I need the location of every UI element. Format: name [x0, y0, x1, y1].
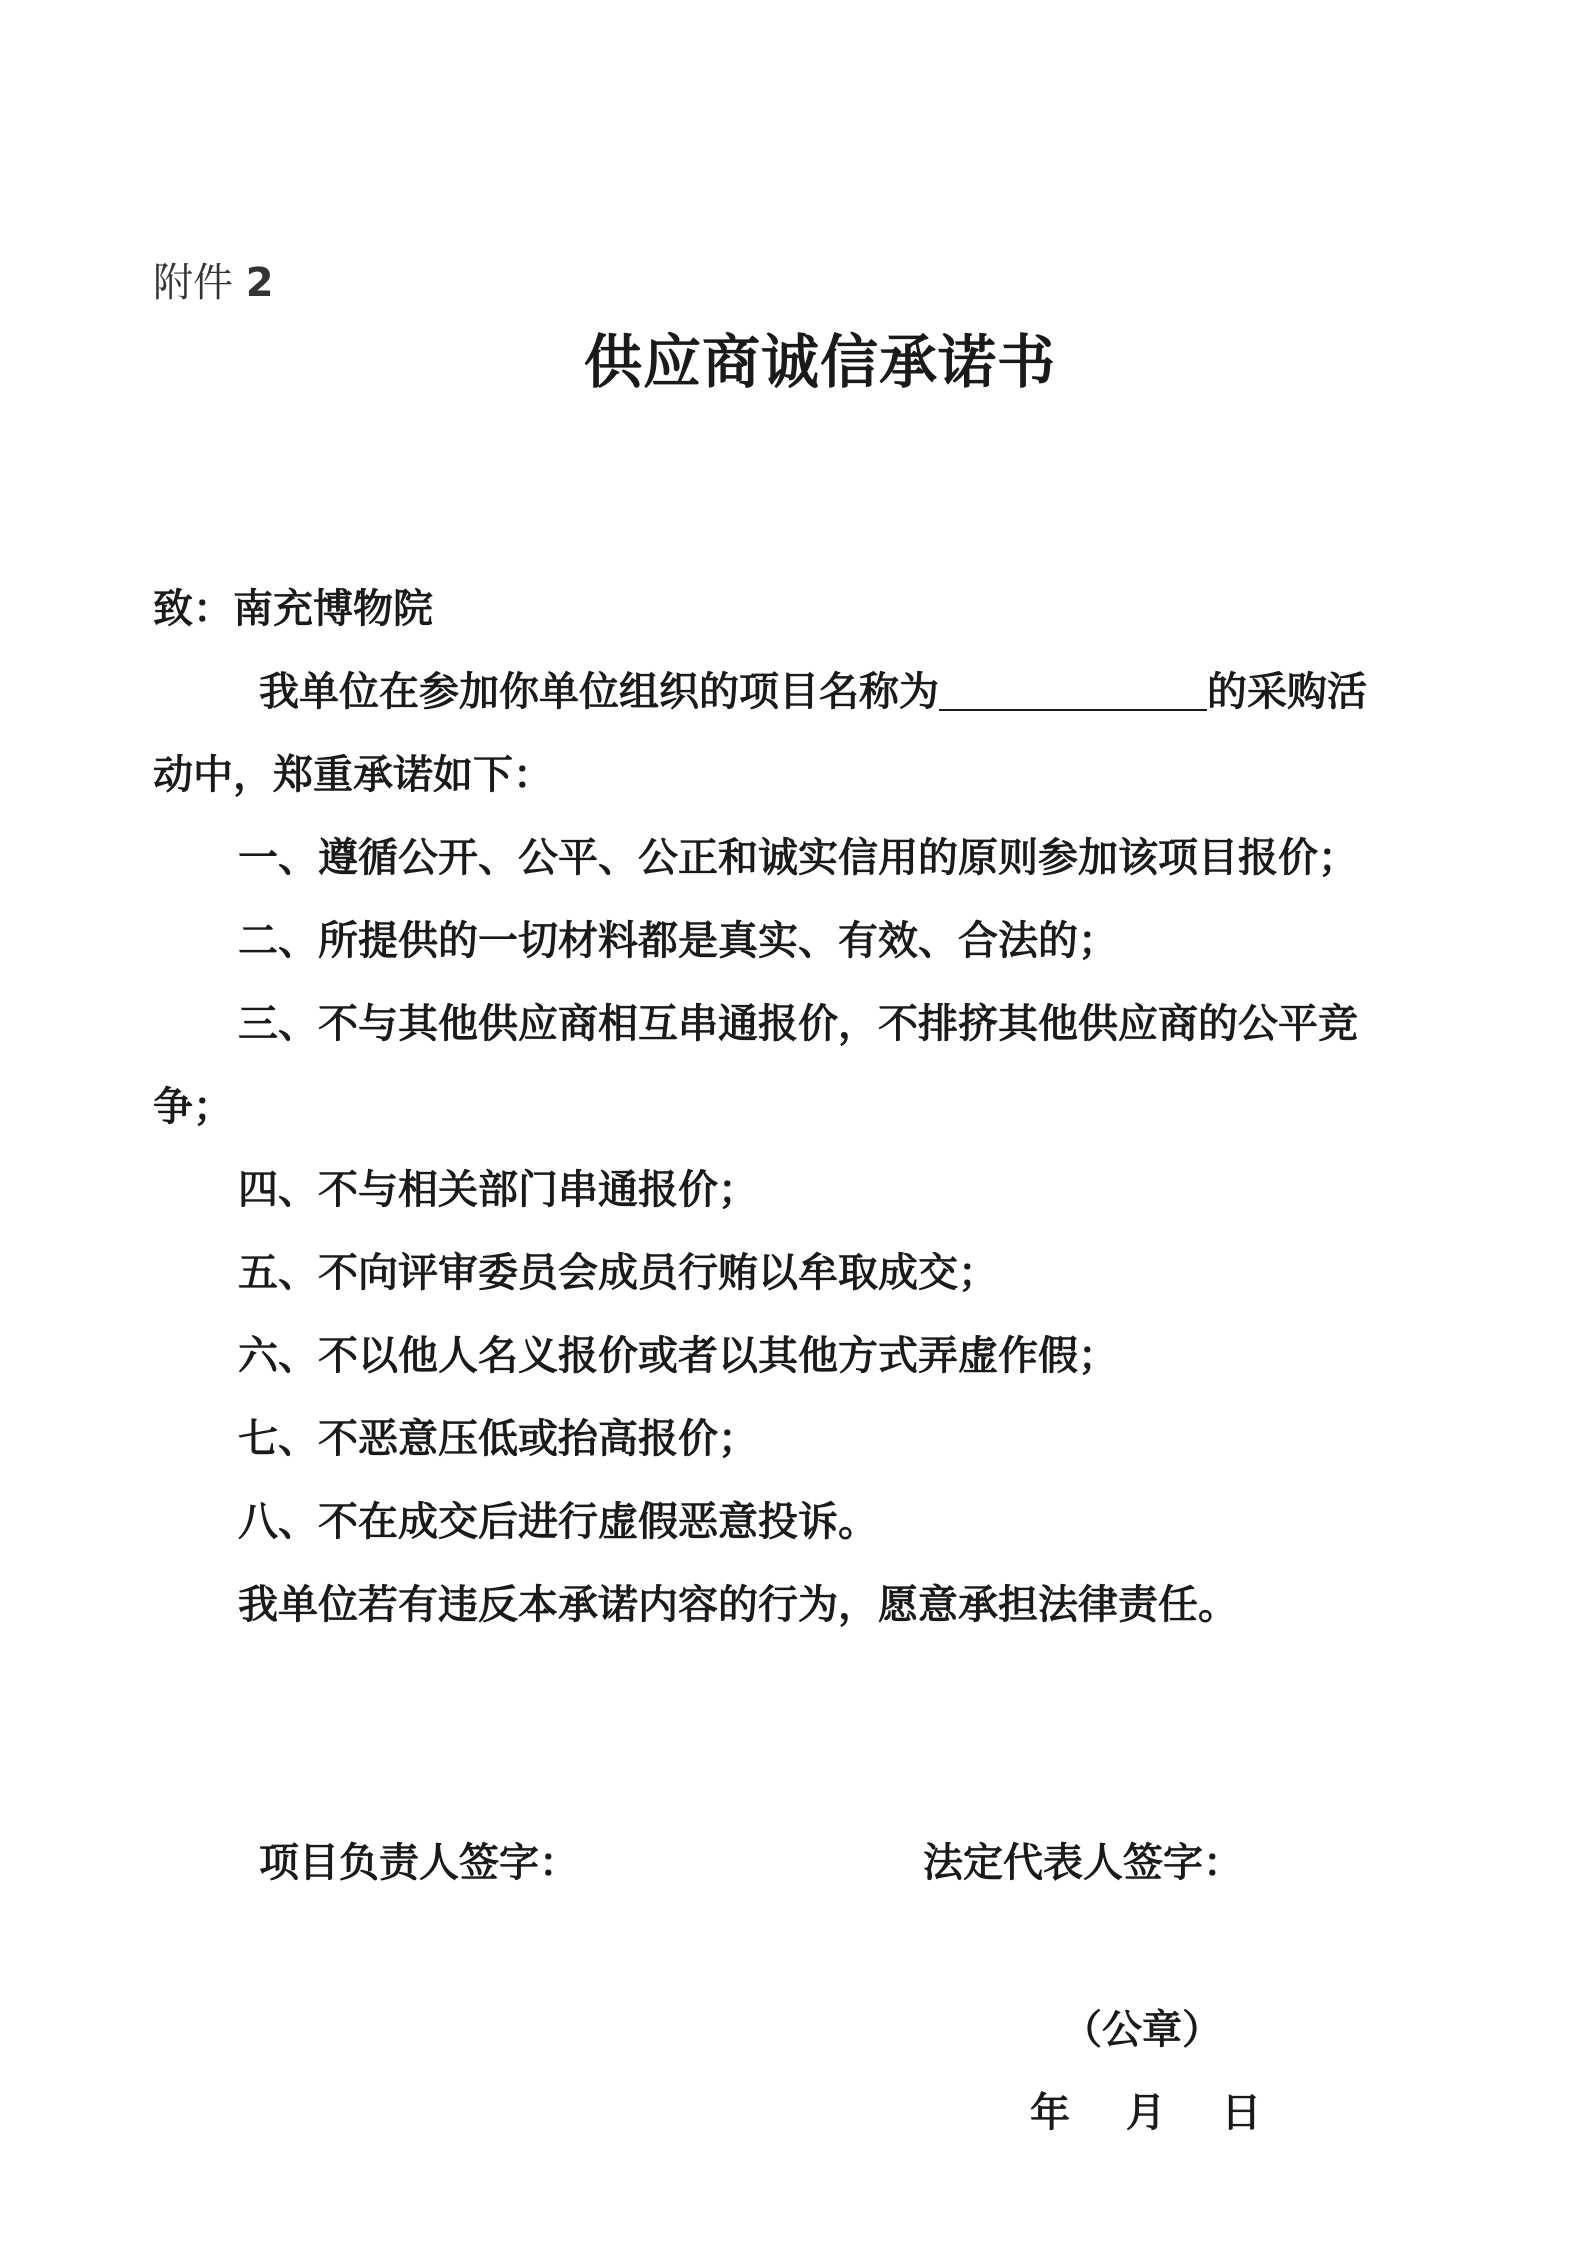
project-lead-signature-label: 项目负责人签字：: [259, 1840, 579, 1886]
promise-3-line-2: 争；: [153, 1084, 233, 1130]
date-line: 年 月 日: [1030, 2090, 1262, 2136]
addressee: 致：南充博物院: [153, 586, 433, 632]
promise-1: 一、遵循公开、公平、公正和诚实信用的原则参加该项目报价；: [238, 835, 1358, 881]
attachment-number: 2: [245, 260, 274, 306]
closing-statement: 我单位若有违反本承诺内容的行为，愿意承担法律责任。: [238, 1582, 1238, 1628]
promise-2: 二、所提供的一切材料都是真实、有效、合法的；: [238, 918, 1118, 964]
attachment-label: [153, 255, 274, 311]
promise-8: 八、不在成交后进行虚假恶意投诉。: [238, 1499, 878, 1545]
project-name-blank: [939, 669, 1207, 711]
intro-text-1: 我单位在参加你单位组织的项目名称为: [259, 669, 939, 715]
promise-6: 六、不以他人名义报价或者以其他方式弄虚作假；: [238, 1333, 1118, 1379]
official-seal-label: （公章）: [1062, 2007, 1222, 2053]
promise-5: 五、不向评审委员会成员行贿以牟取成交；: [238, 1250, 998, 1296]
intro-line-2: 动中，郑重承诺如下：: [153, 752, 553, 798]
attachment-text: 附件: [153, 260, 233, 306]
promise-4: 四、不与相关部门串通报价；: [238, 1167, 758, 1213]
promise-3-line-1: 三、不与其他供应商相互串通报价，不排挤其他供应商的公平竞: [238, 1001, 1358, 1047]
promise-7: 七、不恶意压低或抬高报价；: [238, 1416, 758, 1462]
document-title: 供应商诚信承诺书: [583, 328, 1056, 396]
intro-text-2: 的采购活: [1207, 669, 1367, 715]
intro-line-1: [259, 664, 1367, 720]
legal-rep-signature-label: 法定代表人签字：: [923, 1840, 1243, 1886]
